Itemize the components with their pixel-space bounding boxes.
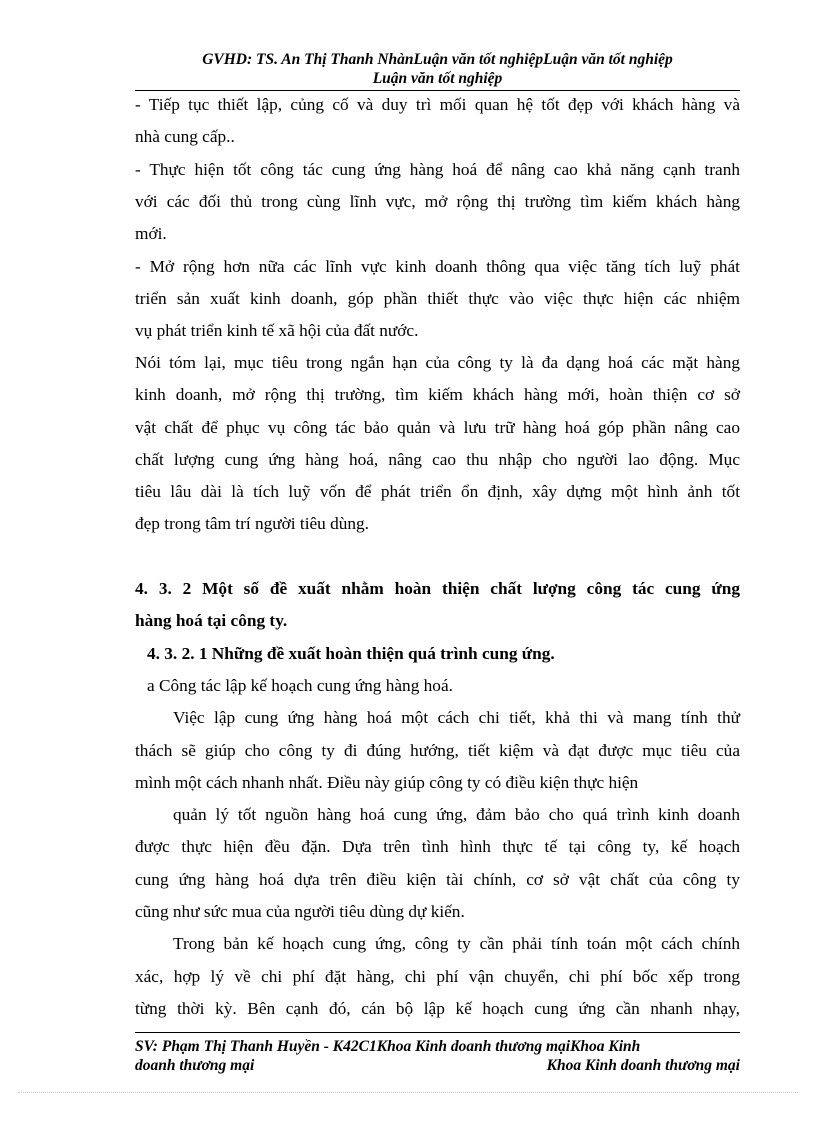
section-heading: hàng hoá tại công ty.	[135, 611, 288, 630]
text-line: quản lý tốt nguồn hàng hoá cung ứng, đảm bảo cho quá trình kinh doanh	[173, 805, 740, 824]
subsection-heading: 4. 3. 2. 1 Những đề xuất hoàn thiện quá trình cung ứng.	[147, 644, 555, 663]
text-line: tiêu lâu dài là tích luỹ vốn để phát triển ổn định, xây dựng một hình ảnh tốt	[135, 482, 740, 501]
text-line: nhà cung cấp..	[135, 127, 235, 146]
header-rule	[135, 90, 740, 91]
text-line: mới.	[135, 224, 167, 243]
text-line: đẹp trong tâm trí người tiêu dùng.	[135, 514, 370, 533]
text-line: vụ phát triển kinh tế xã hội của đất nước.	[135, 321, 419, 340]
text-line: - Thực hiện tốt công tác cung ứng hàng hoá để nâng cao khả năng cạnh tranh	[135, 160, 740, 179]
text-line: mình một cách nhanh nhất. Điều này giúp công ty có điều kiện thực hiện	[135, 773, 639, 792]
text-line: được thực hiện đều đặn. Dựa trên tình hình thực tế tại công ty, kế hoạch	[135, 837, 740, 856]
footer-line-2	[135, 1056, 740, 1075]
text-line: cung ứng hàng hoá dựa trên điều kiện tài chính, cơ sở vật chất của công ty	[135, 870, 740, 889]
text-line: xác, hợp lý về chi phí đặt hàng, chi phí vận chuyển, chi phí bốc xếp trong	[135, 967, 740, 986]
text-line: kinh doanh, mở rộng thị trường, tìm kiếm khách hàng mới, hoàn thiện cơ sở	[135, 385, 740, 404]
text-line: a Công tác lập kế hoạch cung ứng hàng hoá.	[147, 676, 453, 695]
footer-line-2-right: Khoa Kinh doanh thương mại	[546, 1057, 740, 1074]
text-line: thách sẽ giúp cho công ty đi đúng hướng, tiết kiệm và đạt được mục tiêu của	[135, 741, 740, 760]
text-line: Trong bản kế hoạch cung ứng, công ty cần phải tính toán một cách chính	[173, 934, 740, 953]
section-heading: 4. 3. 2 Một số đề xuất nhằm hoàn thiện chất lượng công tác cung ứng	[135, 579, 740, 598]
page-break-line	[18, 1092, 798, 1093]
text-line: chất lượng cung ứng hàng hoá, nâng cao thu nhập cho người lao động. Mục	[135, 450, 740, 469]
page-header	[135, 50, 740, 88]
footer-rule	[135, 1032, 740, 1033]
text-line: cũng như sức mua của người tiêu dùng dự kiến.	[135, 902, 465, 921]
text-line: với các đối thủ trong cùng lĩnh vực, mở rộng thị trường tìm kiếm khách hàng	[135, 192, 740, 211]
footer-line-2-left: doanh thương mại	[135, 1057, 255, 1074]
text-line: triển sản xuất kinh doanh, góp phần thiết thực vào việc thực hiện các nhiệm	[135, 289, 740, 308]
header-line-1: GVHD: TS. An Thị Thanh NhànLuận văn tốt nghiệpLuận văn tốt nghiệp	[202, 51, 673, 68]
text-line: vật chất để phục vụ công tác bảo quản và lưu trữ hàng hoá góp phần nâng cao	[135, 418, 740, 437]
text-line: Nói tóm lại, mục tiêu trong ngắn hạn của công ty là đa dạng hoá các mặt hàng	[135, 353, 740, 372]
header-line-2: Luận văn tốt nghiệp	[372, 70, 503, 87]
text-line: Việc lập cung ứng hàng hoá một cách chi tiết, khả thi và mang tính thử	[173, 708, 740, 727]
text-line: - Mở rộng hơn nữa các lĩnh vực kinh doanh thông qua việc tăng tích luỹ phát	[135, 257, 740, 276]
footer-line-1: SV: Phạm Thị Thanh Huyền - K42C1Khoa Kinh doanh thương mạiKhoa Kinh	[135, 1038, 641, 1055]
text-line: từng thời kỳ. Bên cạnh đó, cán bộ lập kế hoạch cung ứng cần nhanh nhạy,	[135, 999, 740, 1018]
text-line: - Tiếp tục thiết lập, củng cố và duy trì mối quan hệ tốt đẹp với khách hàng và	[135, 95, 740, 114]
page-footer	[135, 1037, 740, 1075]
